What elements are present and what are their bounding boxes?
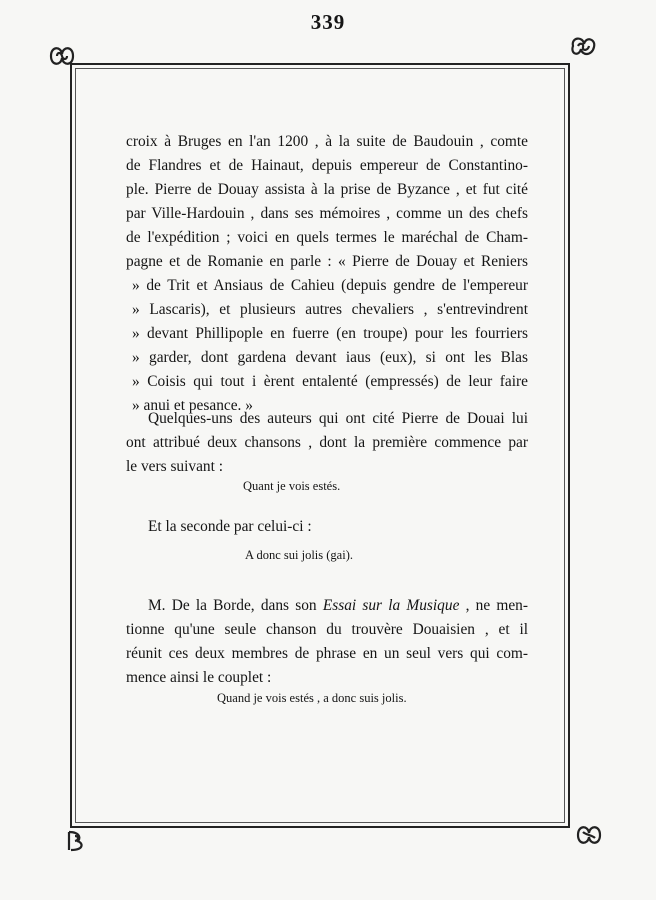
bottom-left-ornament-icon	[63, 828, 93, 854]
quoted-line: » anui et pesance. »	[132, 397, 253, 414]
text-line: tionne qu'une seule chanson du trouvère Douaisien , et il	[126, 621, 528, 638]
text-line: par Ville-Hardouin , dans ses mémoires , comme un des chefs	[126, 205, 528, 222]
quoted-line: » devant Phillipople en fuerre (en troupe) pour les fourriers	[132, 325, 528, 342]
verse-quote-1: Quant je vois estés.	[243, 479, 341, 493]
page-number: 339	[310, 10, 346, 34]
book-title: Essai sur la Musique	[322, 597, 460, 614]
quoted-line: » Lascaris), et plusieurs autres chevaliers , s'entrevindrent	[132, 301, 528, 318]
text-line: réunit ces deux membres de phrase en un seul vers qui com-	[126, 645, 528, 662]
bottom-right-ornament-icon	[574, 822, 604, 848]
top-left-ornament-icon	[47, 43, 77, 69]
text-line: mence ainsi le couplet :	[126, 669, 272, 686]
text-line: de Flandres et de Hainaut, depuis empereur de Constantino-	[126, 157, 528, 174]
text-line: ont attribué deux chansons , dont la première commence par	[126, 434, 528, 451]
text-line: le vers suivant :	[126, 458, 224, 475]
text-line: Et la seconde par celui-ci :	[148, 518, 312, 535]
text-line: croix à Bruges en l'an 1200 , à la suite de Baudouin , comte	[126, 133, 528, 150]
paragraph-4	[126, 594, 528, 690]
text-line: Quelques-uns des auteurs qui ont cité Pierre de Douai lui	[148, 410, 528, 427]
quoted-line: » garder, dont gardena devant iaus (eux), si ont les Blas	[132, 349, 528, 366]
verse-quote-3: Quand je vois estés , a donc suis jolis.	[217, 691, 407, 705]
verse-quote-2: A donc sui jolis (gai).	[245, 548, 353, 562]
text-line	[126, 594, 528, 618]
quoted-line: » Coisis qui tout i èrent entalenté (empressés) de leur faire	[132, 373, 528, 390]
paragraph-1	[126, 130, 528, 418]
text-fragment: M. De la Borde, dans son	[148, 597, 323, 614]
text-line: pagne et de Romanie en parle : « Pierre de Douay et Reniers	[126, 253, 528, 270]
text-fragment: , ne men-	[459, 597, 528, 614]
top-right-ornament-icon	[568, 34, 598, 60]
text-line: ple. Pierre de Douay assista à la prise de Byzance , et fut cité	[126, 181, 528, 198]
paragraph-3	[126, 515, 528, 539]
text-line: de l'expédition ; voici en quels termes le maréchal de Cham-	[126, 229, 528, 246]
paragraph-2	[126, 407, 528, 479]
quoted-line: » de Trit et Ansiaus de Cahieu (depuis gendre de l'empereur	[132, 277, 528, 294]
